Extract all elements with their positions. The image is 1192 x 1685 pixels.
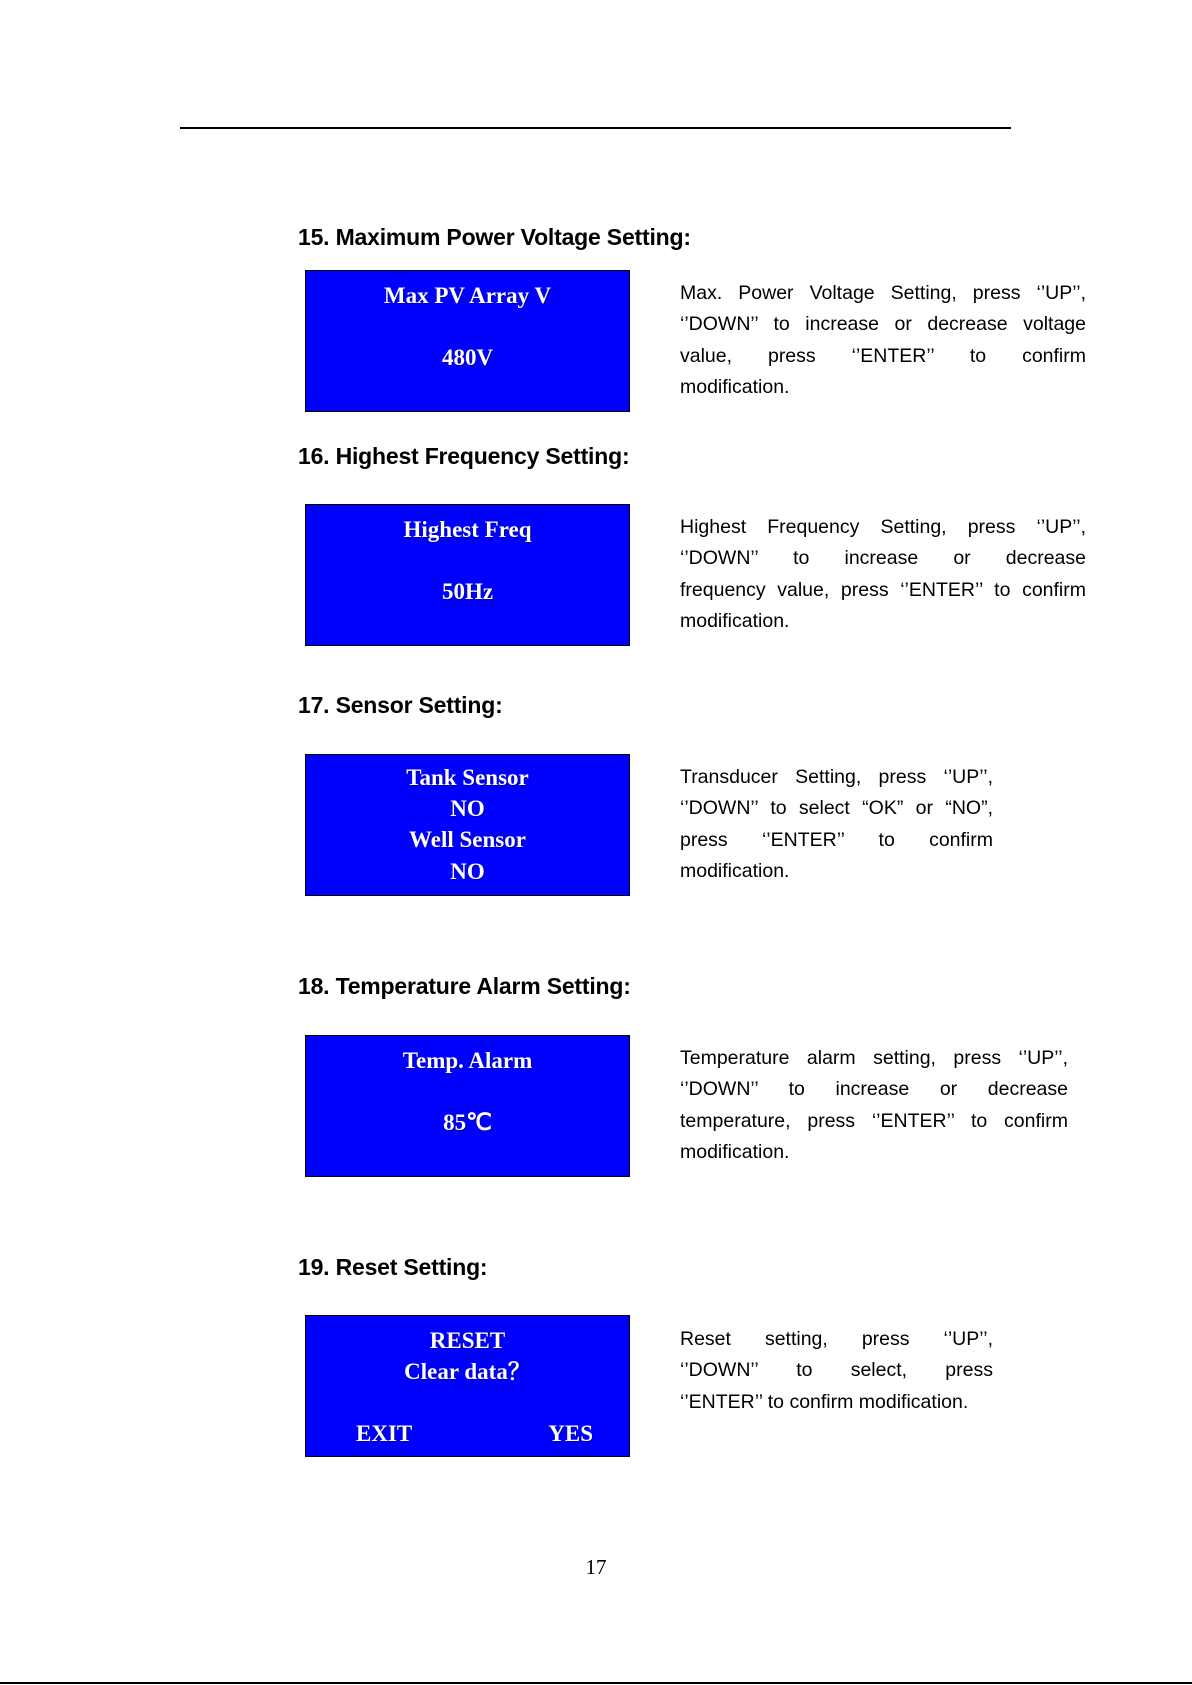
header-rule (180, 127, 1011, 129)
description-line: ‘’DOWN’’ to increase or decrease voltage (680, 313, 1086, 336)
lcd-yes-option: YES (548, 1421, 593, 1446)
lcd-screen-temp-alarm (305, 1035, 630, 1177)
description-line: Highest Frequency Setting, press ‘’UP’’, (680, 516, 1086, 538)
description-15 (680, 278, 1086, 403)
description-line: press ‘’ENTER’’ to confirm (680, 828, 993, 851)
description-line: Reset setting, press ‘’UP’’, (680, 1328, 993, 1350)
lcd-value: NO (450, 796, 485, 821)
lcd-value: 50Hz (441, 579, 494, 604)
lcd-exit-option: EXIT (356, 1421, 413, 1446)
lcd-title: Tank Sensor (406, 765, 529, 790)
description-line: frequency value, press ‘’ENTER’’ to confirm (680, 578, 1086, 601)
section-heading-19: 19. Reset Setting: (298, 1254, 488, 1280)
description-17 (680, 762, 993, 887)
lcd-title: Max PV Array V (383, 283, 552, 308)
description-line: Temperature alarm setting, press ‘’UP’’, (680, 1047, 1068, 1069)
page-number: 17 (585, 1555, 607, 1579)
lcd-screen-highest-freq (305, 504, 630, 646)
description-line: value, press ‘’ENTER’’ to confirm (680, 344, 1086, 367)
lcd-title: Highest Freq (403, 517, 532, 542)
description-line: Transducer Setting, press ‘’UP’’, (680, 766, 993, 788)
description-line: ‘’DOWN’’ to select “OK” or “NO”, (680, 797, 993, 820)
lcd-screen-reset (305, 1315, 630, 1457)
lcd-screen-sensor (305, 754, 630, 896)
description-line: ‘’ENTER’’ to confirm modification. (680, 1390, 969, 1413)
section-heading-18: 18. Temperature Alarm Setting: (298, 973, 631, 999)
lcd-title: Well Sensor (409, 827, 526, 852)
lcd-prompt: Clear data？ (404, 1359, 531, 1384)
lcd-screen-max-pv-voltage (305, 270, 630, 412)
lcd-value: 85℃ (443, 1110, 492, 1135)
description-18 (680, 1043, 1068, 1168)
description-line: ‘’DOWN’’ to select, press (680, 1359, 993, 1382)
lcd-value: 480V (441, 345, 494, 370)
description-line: modification. (680, 609, 790, 632)
description-line: modification. (680, 375, 790, 398)
description-line: ‘’DOWN’’ to increase or decrease (680, 1078, 1068, 1101)
section-heading-15: 15. Maximum Power Voltage Setting: (298, 224, 691, 250)
description-19 (680, 1324, 993, 1418)
section-heading-16: 16. Highest Frequency Setting: (298, 443, 630, 469)
description-line: temperature, press ‘’ENTER’’ to confirm (680, 1109, 1068, 1132)
section-heading-17: 17. Sensor Setting: (298, 692, 503, 718)
description-16 (680, 512, 1086, 637)
description-line: ‘’DOWN’’ to increase or decrease (680, 547, 1086, 570)
lcd-value: NO (450, 859, 485, 884)
lcd-title: RESET (429, 1328, 506, 1353)
lcd-title: Temp. Alarm (402, 1048, 533, 1073)
bottom-rule (0, 1682, 1192, 1684)
description-line: modification. (680, 859, 790, 882)
description-line: Max. Power Voltage Setting, press ‘’UP’’, (680, 282, 1086, 304)
description-line: modification. (680, 1140, 790, 1163)
